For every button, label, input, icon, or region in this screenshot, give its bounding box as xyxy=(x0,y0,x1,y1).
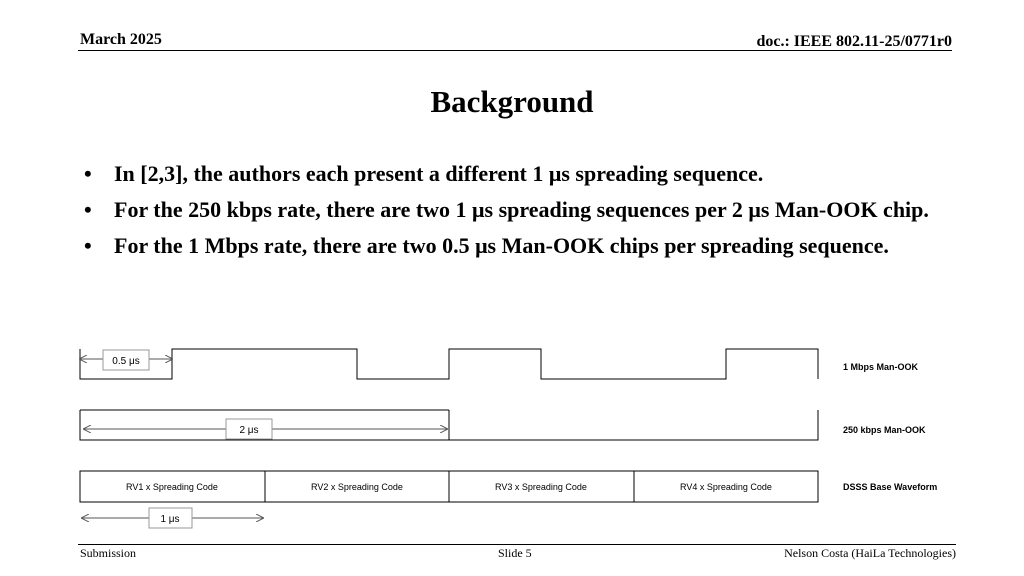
dsss-cell-rv3: RV3 x Spreading Code xyxy=(495,482,587,492)
span-label-0-5us: 0.5 μs xyxy=(112,356,140,367)
header-doc-id: doc.: IEEE 802.11-25/0771r0 xyxy=(756,33,952,50)
row-label-dsss: DSSS Base Waveform xyxy=(843,482,938,492)
footer-rule xyxy=(78,544,956,545)
bullet-dot-icon: • xyxy=(84,233,92,258)
bullet-text: In [2,3], the authors each present a different 1 μs spreading sequence. xyxy=(114,161,764,186)
header-date: March 2025 xyxy=(80,31,162,48)
bullet-text: For the 250 kbps rate, there are two 1 μs spreading sequences per 2 μs Man-OOK chip. xyxy=(114,197,929,222)
bullet-item xyxy=(84,230,944,261)
bullet-text: For the 1 Mbps rate, there are two 0.5 μs Man-OOK chips per spreading sequence. xyxy=(114,233,889,258)
bullet-dot-icon: • xyxy=(84,161,92,186)
bullet-list xyxy=(84,158,944,266)
dsss-base-waveform xyxy=(80,471,937,502)
bullet-dot-icon: • xyxy=(84,197,92,222)
span-label-1us: 1 μs xyxy=(160,514,180,525)
waveform-250kbps xyxy=(80,410,926,440)
row-label-250kbps: 250 kbps Man-OOK xyxy=(843,425,926,435)
footer-author: Nelson Costa (HaiLa Technologies) xyxy=(784,546,956,560)
footer-slide-number: Slide 5 xyxy=(498,546,532,560)
header-rule xyxy=(78,50,952,51)
bullet-item xyxy=(84,158,944,189)
span-label-2us: 2 μs xyxy=(239,425,259,436)
footer-submission: Submission xyxy=(80,546,137,560)
bullet-item xyxy=(84,194,944,225)
slide-title: Background xyxy=(430,84,594,119)
waveform-diagram xyxy=(0,330,1024,535)
waveform-1mbps xyxy=(80,349,919,379)
dsss-cell-rv2: RV2 x Spreading Code xyxy=(311,482,403,492)
span-1us xyxy=(82,508,263,528)
dsss-cell-rv1: RV1 x Spreading Code xyxy=(126,482,218,492)
row-label-1mbps: 1 Mbps Man-OOK xyxy=(843,362,919,372)
dsss-cell-rv4: RV4 x Spreading Code xyxy=(680,482,772,492)
